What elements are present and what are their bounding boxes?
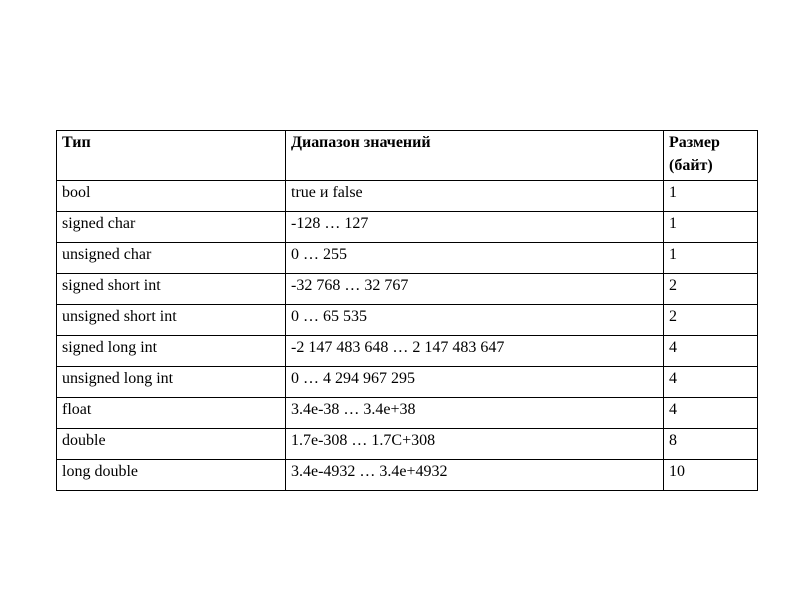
size-cell: 4 [664,336,758,367]
type-cell: signed short int [57,274,286,305]
range-cell: 0 … 255 [286,243,664,274]
size-cell: 1 [664,212,758,243]
range-cell: 3.4e-38 … 3.4e+38 [286,398,664,429]
table-row [57,398,758,429]
size-cell: 8 [664,429,758,460]
table-row [57,429,758,460]
type-cell: signed long int [57,336,286,367]
size-cell: 2 [664,274,758,305]
table-row [57,305,758,336]
header-size: Размер (байт) [664,131,758,181]
size-cell: 1 [664,181,758,212]
range-cell: -32 768 … 32 767 [286,274,664,305]
table-row [57,243,758,274]
header-type: Тип [57,131,286,181]
size-cell: 1 [664,243,758,274]
range-cell: 3.4e-4932 … 3.4e+4932 [286,460,664,491]
size-cell: 4 [664,398,758,429]
table-row [57,367,758,398]
table-header-row [57,131,758,181]
type-cell: long double [57,460,286,491]
range-cell: 1.7e-308 … 1.7C+308 [286,429,664,460]
table-row [57,212,758,243]
type-cell: double [57,429,286,460]
range-cell: -2 147 483 648 … 2 147 483 647 [286,336,664,367]
size-cell: 10 [664,460,758,491]
range-cell: 0 … 4 294 967 295 [286,367,664,398]
size-cell: 4 [664,367,758,398]
type-cell: unsigned short int [57,305,286,336]
header-range: Диапазон значений [286,131,664,181]
range-cell: 0 … 65 535 [286,305,664,336]
range-cell: true и false [286,181,664,212]
data-types-table [56,130,758,491]
table-row [57,336,758,367]
type-cell: float [57,398,286,429]
table-row [57,274,758,305]
type-cell: signed char [57,212,286,243]
type-cell: unsigned char [57,243,286,274]
table-row [57,460,758,491]
table-row [57,181,758,212]
type-cell: bool [57,181,286,212]
type-cell: unsigned long int [57,367,286,398]
size-cell: 2 [664,305,758,336]
range-cell: -128 … 127 [286,212,664,243]
